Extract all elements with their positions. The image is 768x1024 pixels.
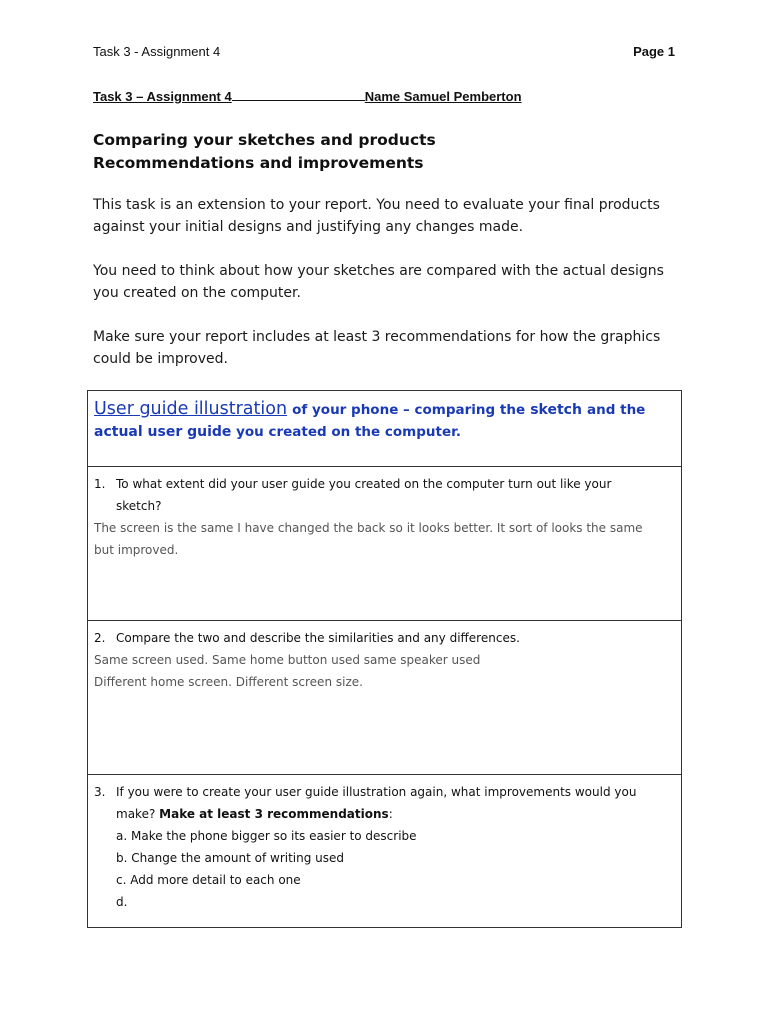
question-3-text: If you were to create your user guide illustration again, what improvements would you — [116, 785, 637, 799]
question-1-text: To what extent did your user guide you created on the computer turn out like your — [116, 477, 612, 491]
heading-recommendations: Recommendations and improvements — [93, 154, 424, 172]
title-underline-gap — [232, 90, 365, 101]
recommendation-a: a. Make the phone bigger so its easier to describe — [116, 829, 417, 843]
table-header-row — [88, 391, 681, 467]
question-3-row — [88, 775, 681, 927]
answer-1-line-1: The screen is the same I have changed the back so it looks better. It sort of looks the same — [94, 521, 643, 535]
section-headings — [93, 129, 436, 175]
question-2-row — [88, 621, 681, 775]
page-number: Page 1 — [633, 44, 675, 59]
header-text-part1: of your phone – comparing the — [292, 402, 526, 418]
question-1-number: 1. — [94, 477, 106, 491]
recommendation-b: b. Change the amount of writing used — [116, 851, 345, 865]
student-name: Name Samuel Pemberton — [364, 89, 522, 104]
question-1-row — [88, 467, 681, 621]
question-3-colon: : — [388, 807, 393, 821]
answer-1-line-2: but improved. — [94, 543, 179, 557]
question-3-text-cont: make? — [116, 807, 156, 821]
question-1-text-cont: sketch? — [116, 499, 162, 513]
task-title: Task 3 – Assignment 4 — [93, 89, 232, 104]
task-title-line — [93, 89, 522, 104]
answer-2-line-2: Different home screen. Different screen size. — [94, 675, 363, 689]
heading-comparing: Comparing your sketches and products — [93, 131, 436, 149]
header-sketch: sketch — [530, 402, 582, 418]
assignment-table — [87, 390, 682, 928]
sketch-paragraph: You need to think about how your sketches are compared with the actual designs you created on the computer. — [93, 263, 664, 301]
header-text-part2: and the — [587, 402, 646, 418]
header-text-part3: you created on the computer. — [236, 424, 461, 440]
intro-paragraph: This task is an extension to your report. You need to evaluate your final products against your initial designs and justifying any changes made. — [93, 197, 660, 235]
question-2-number: 2. — [94, 631, 106, 645]
recommendation-c: c. Add more detail to each one — [116, 873, 301, 887]
page-header-title: Task 3 - Assignment 4 — [93, 44, 221, 59]
question-2-text: Compare the two and describe the similarities and any differences. — [116, 631, 520, 645]
question-3-number: 3. — [94, 785, 106, 799]
header-actual-user-guide: actual user guide — [94, 424, 232, 440]
answer-2-line-1: Same screen used. Same home button used same speaker used — [94, 653, 481, 667]
user-guide-title: User guide illustration — [94, 399, 288, 419]
question-3-bold: Make at least 3 recommendations — [159, 807, 389, 821]
recommendations-paragraph: Make sure your report includes at least 3 recommendations for how the graphics could be improved. — [93, 329, 661, 367]
recommendation-d: d. — [116, 895, 128, 909]
